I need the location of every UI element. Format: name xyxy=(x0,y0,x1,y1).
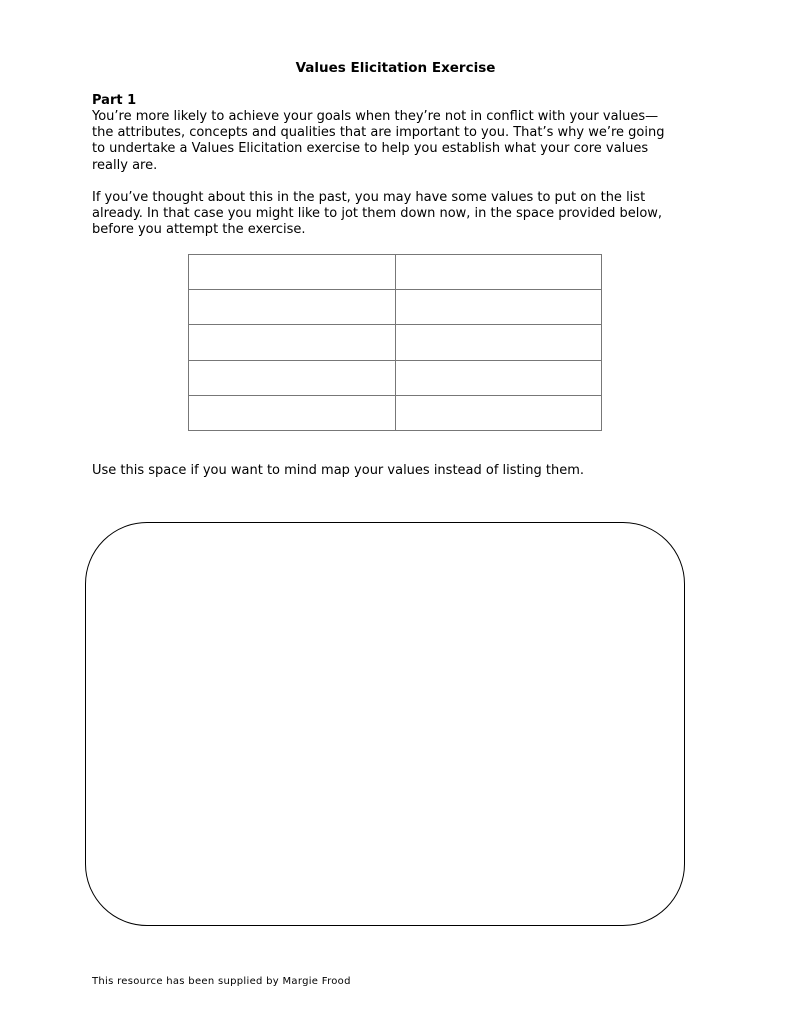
table-row xyxy=(189,395,602,430)
table-row xyxy=(189,255,602,290)
mindmap-area[interactable] xyxy=(85,522,685,926)
intro-line: the attributes, concepts and qualities that are important to you. That’s why we’re going xyxy=(92,125,665,141)
value-entry-cell[interactable] xyxy=(395,255,602,290)
mindmap-instruction: Use this space if you want to mind map your values instead of listing them. xyxy=(92,463,585,478)
value-entry-cell[interactable] xyxy=(395,290,602,325)
value-entry-cell[interactable] xyxy=(395,325,602,360)
past-line: before you attempt the exercise. xyxy=(92,222,306,238)
intro-paragraph xyxy=(92,109,712,174)
document-title: Values Elicitation Exercise xyxy=(295,60,496,76)
part-heading: Part 1 xyxy=(92,93,137,108)
value-entry-cell[interactable] xyxy=(189,325,396,360)
past-line: already. In that case you might like to jot them down now, in the space provided below, xyxy=(92,206,663,222)
values-table xyxy=(188,254,602,431)
intro-line: You’re more likely to achieve your goals when they’re not in conflict with your values— xyxy=(92,109,659,124)
table-row xyxy=(189,290,602,325)
value-entry-cell[interactable] xyxy=(395,360,602,395)
value-entry-cell[interactable] xyxy=(189,395,396,430)
value-entry-cell[interactable] xyxy=(189,255,396,290)
intro-line: to undertake a Values Elicitation exercise to help you establish what your core values xyxy=(92,141,649,157)
table-row xyxy=(189,360,602,395)
value-entry-cell[interactable] xyxy=(189,290,396,325)
value-entry-cell[interactable] xyxy=(395,395,602,430)
value-entry-cell[interactable] xyxy=(189,360,396,395)
past-line: If you’ve thought about this in the past, you may have some values to put on the list xyxy=(92,190,646,205)
table-row xyxy=(189,325,602,360)
past-values-paragraph xyxy=(92,190,712,239)
footer-credit: This resource has been supplied by Margie Frood xyxy=(92,976,351,987)
intro-line: really are. xyxy=(92,157,158,173)
